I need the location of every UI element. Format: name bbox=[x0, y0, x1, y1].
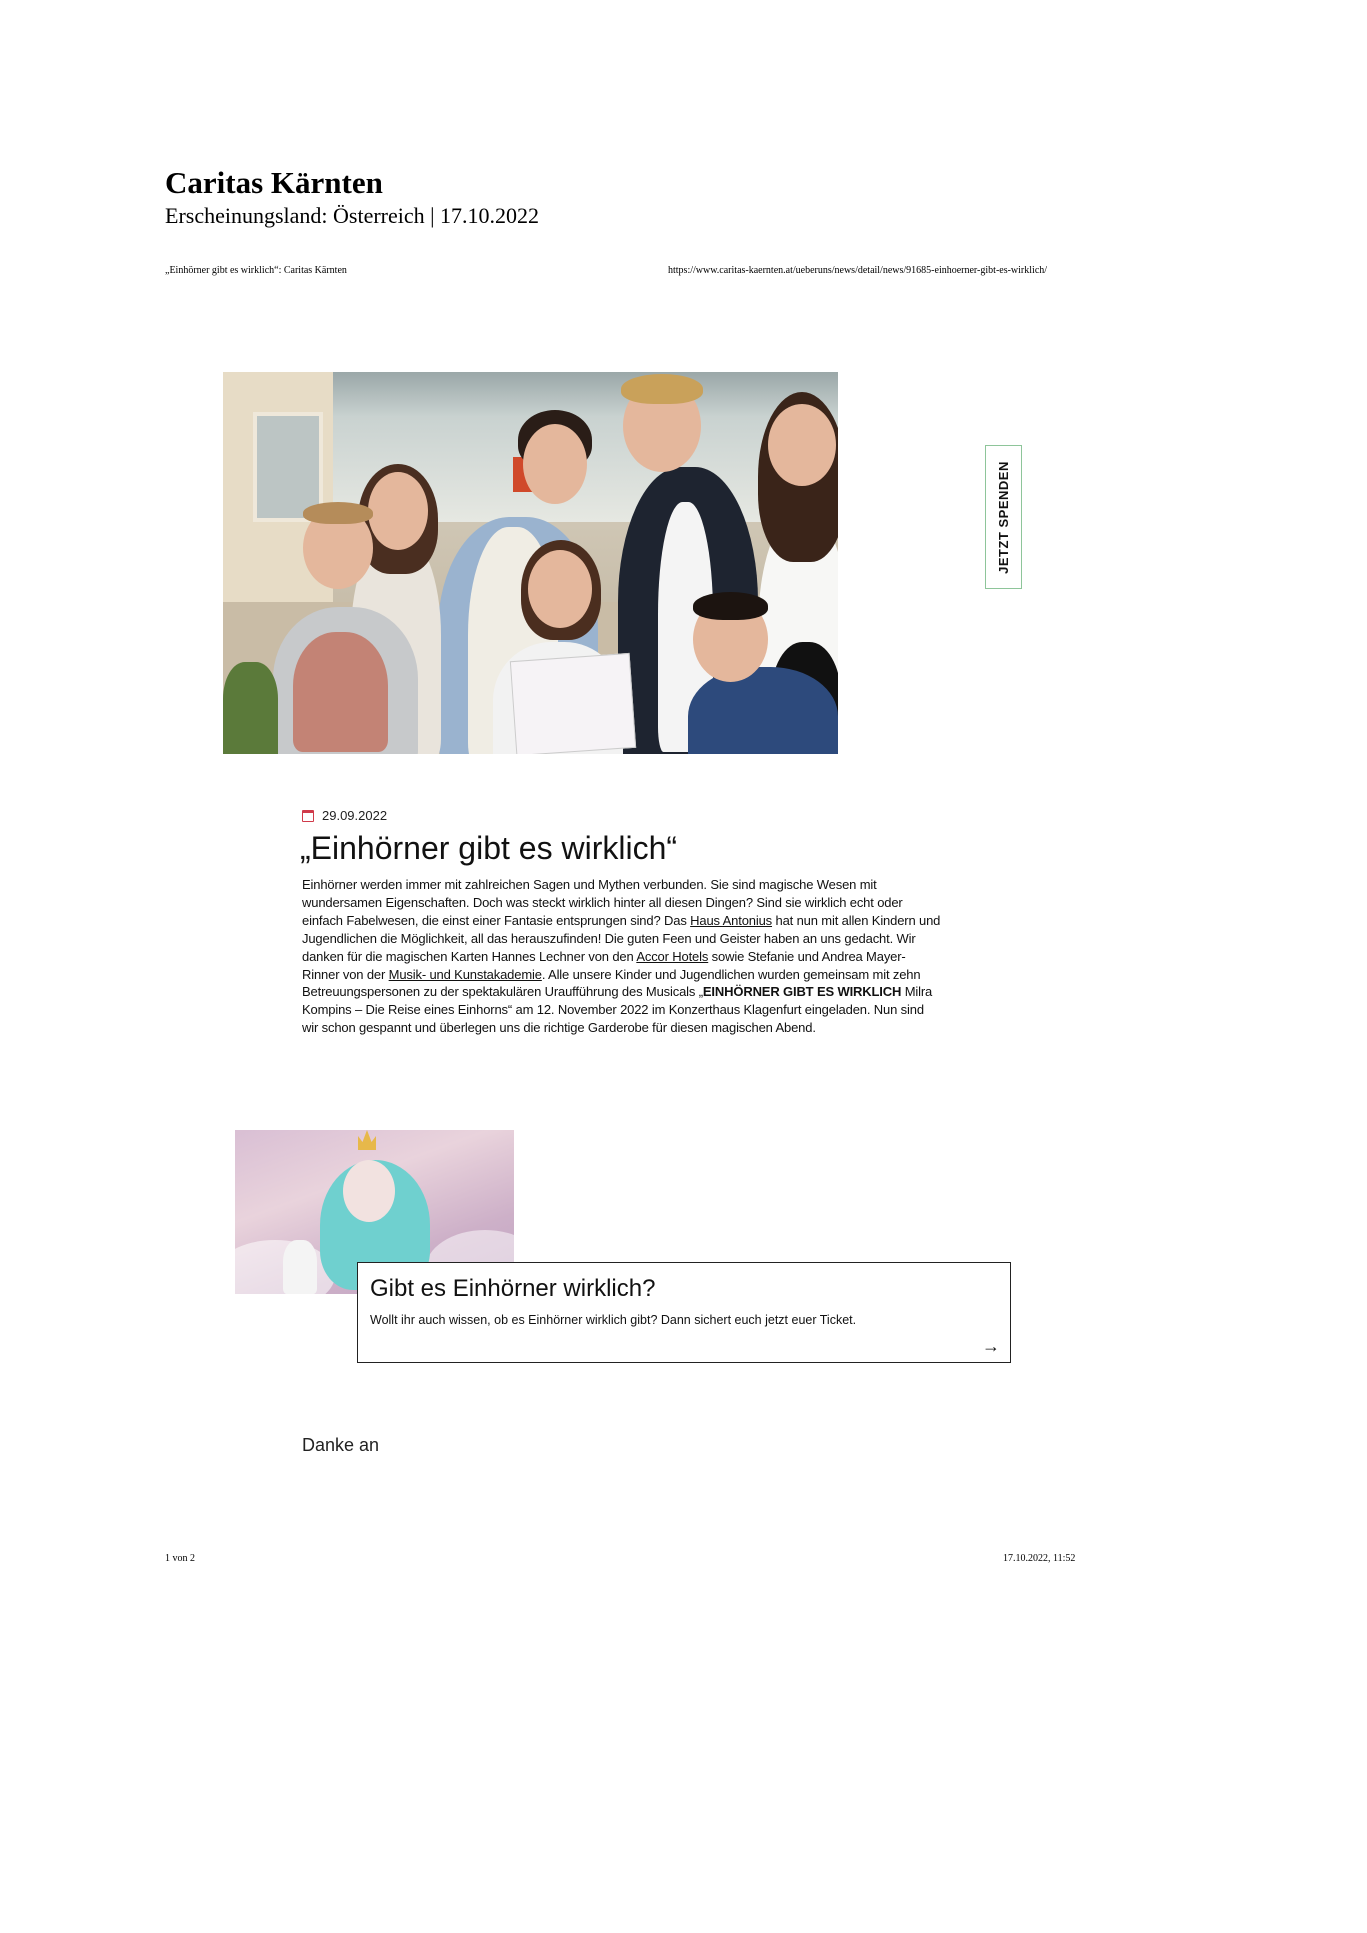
article-photo bbox=[223, 372, 838, 754]
teaser-title: Gibt es Einhörner wirklich? bbox=[370, 1275, 656, 1302]
link-accor-hotels[interactable]: Accor Hotels bbox=[636, 948, 709, 964]
print-header-url: https://www.caritas-kaernten.at/ueberuns/news/detail/news/91685-einhoerner-gibt-es-wirklich/ bbox=[668, 265, 1048, 276]
thanks-heading: Danke an bbox=[302, 1435, 380, 1455]
article-body: Einhörner werden immer mit zahlreichen Sagen und Mythen verbunden. Sie sind magische Wesen mit wundersamen Eigenschaften. Doch was steckt wirklich hinter all diesen Dingen? Sind sie wirklich echt oder einfach Fabelwesen, die einst einer Fantasie entsprungen sind? Das Haus Antonius hat nun mit allen Kindern und Jugendlichen die Möglichkeit, all das herauszufinden! Die guten Feen und Geister haben an uns gedacht. Wir danken für die magischen Karten Hannes Lechner von den Accor Hotels sowie Stefanie und Andrea Mayer-Rinner von der Musik- und Kunstakademie. Alle unsere Kinder und Jugendlichen wurden gemeinsam mit zehn Betreuungspersonen zu der spektakulären Uraufführung des Musicals „EINHÖRNER GIBT ES WIRKLICH Milra Kompins – Die Reise eines Einhorns“ am 12. November 2022 im Konzerthaus Klagenfurt eingeladen. Nun sind wir schon gespannt und überlegen uns die richtige Garderobe für diesen magischen Abend. bbox=[302, 877, 941, 1036]
teaser-text: Wollt ihr auch wissen, ob es Einhörner wirklich gibt? Dann sichert euch jetzt euer Ticket. bbox=[370, 1313, 857, 1327]
article-title: „Einhörner gibt es wirklich“ bbox=[300, 830, 678, 866]
document-subtitle: Erscheinungsland: Österreich | 17.10.2022 bbox=[165, 203, 540, 228]
teaser-card[interactable] bbox=[357, 1262, 1011, 1363]
donate-button-label: JETZT SPENDEN bbox=[996, 460, 1011, 574]
print-header-title: „Einhörner gibt es wirklich“: Caritas Kärnten bbox=[165, 265, 347, 276]
musical-title: EINHÖRNER GIBT ES WIRKLICH bbox=[702, 984, 902, 1000]
document-title: Caritas Kärnten bbox=[165, 165, 383, 200]
arrow-right-icon[interactable]: → bbox=[982, 1336, 1000, 1356]
article-date: 29.09.2022 bbox=[322, 808, 388, 823]
link-haus-antonius[interactable]: Haus Antonius bbox=[690, 912, 773, 928]
calendar-icon bbox=[302, 810, 314, 822]
print-timestamp: 17.10.2022, 11:52 bbox=[1003, 1553, 1076, 1564]
donate-button[interactable] bbox=[985, 445, 1022, 589]
article-date-row bbox=[302, 808, 387, 823]
page-number: 1 von 2 bbox=[165, 1553, 195, 1564]
link-musik-kunstakademie[interactable]: Musik- und Kunstakademie bbox=[388, 966, 542, 982]
